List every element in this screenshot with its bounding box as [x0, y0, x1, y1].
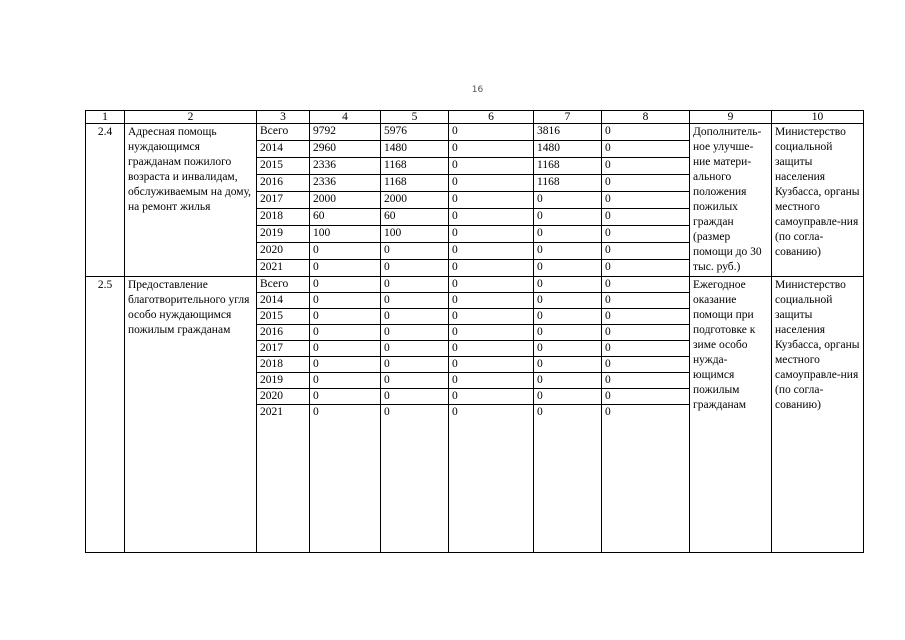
- section-title: Предоставление благотворительного угля особо нуждающимся пожилым гражданам: [125, 277, 257, 553]
- value-cell: 0: [449, 325, 534, 341]
- header-cell: 1: [86, 111, 125, 124]
- value-cell: 0: [449, 277, 534, 293]
- value-cell: 0: [381, 325, 449, 341]
- value-cell: 0: [310, 357, 381, 373]
- header-row: [86, 111, 864, 124]
- value-cell: 0: [449, 389, 534, 405]
- value-cell: 0: [534, 341, 602, 357]
- value-cell: 0: [534, 260, 602, 277]
- value-cell: 0: [602, 357, 690, 373]
- period-cell: 2018: [257, 209, 310, 226]
- section-number: 2.5: [86, 277, 125, 553]
- period-cell: 2017: [257, 341, 310, 357]
- value-cell: 0: [602, 277, 690, 293]
- value-cell: 0: [310, 277, 381, 293]
- value-cell: 0: [602, 192, 690, 209]
- value-cell: 0: [310, 309, 381, 325]
- value-cell: 0: [449, 209, 534, 226]
- value-cell: 60: [310, 209, 381, 226]
- value-cell: 0: [602, 405, 690, 553]
- period-cell: 2015: [257, 158, 310, 175]
- value-cell: 0: [602, 309, 690, 325]
- value-cell: 0: [449, 158, 534, 175]
- value-cell: 0: [534, 277, 602, 293]
- value-cell: 0: [602, 175, 690, 192]
- value-cell: 60: [381, 209, 449, 226]
- page-number: 16: [471, 85, 484, 95]
- value-cell: 3816: [534, 124, 602, 141]
- value-cell: 0: [449, 341, 534, 357]
- period-cell: Всего: [257, 124, 310, 141]
- value-cell: 0: [310, 405, 381, 553]
- value-cell: 2000: [381, 192, 449, 209]
- header-cell: 7: [534, 111, 602, 124]
- value-cell: 2960: [310, 141, 381, 158]
- section-result: Ежегодное оказание помощи при подготовке к зиме особо нужда-ющимся пожилым гражданам: [690, 277, 772, 553]
- value-cell: 0: [602, 373, 690, 389]
- value-cell: 0: [381, 389, 449, 405]
- table-row: [86, 124, 864, 141]
- period-cell: 2017: [257, 192, 310, 209]
- table-row: [86, 277, 864, 293]
- value-cell: 0: [534, 357, 602, 373]
- value-cell: 1168: [381, 175, 449, 192]
- value-cell: 2336: [310, 158, 381, 175]
- value-cell: 0: [534, 373, 602, 389]
- value-cell: 0: [449, 124, 534, 141]
- value-cell: 0: [602, 341, 690, 357]
- value-cell: 0: [381, 309, 449, 325]
- value-cell: 5976: [381, 124, 449, 141]
- value-cell: 0: [310, 341, 381, 357]
- value-cell: 0: [381, 405, 449, 553]
- period-cell: 2020: [257, 243, 310, 260]
- value-cell: 0: [449, 175, 534, 192]
- period-cell: 2018: [257, 357, 310, 373]
- period-cell: 2014: [257, 141, 310, 158]
- value-cell: 0: [602, 260, 690, 277]
- value-cell: 0: [449, 226, 534, 243]
- section-number: 2.4: [86, 124, 125, 277]
- period-cell: 2019: [257, 373, 310, 389]
- value-cell: 0: [602, 226, 690, 243]
- period-cell: Всего: [257, 277, 310, 293]
- header-cell: 4: [310, 111, 381, 124]
- period-cell: 2016: [257, 325, 310, 341]
- value-cell: 0: [381, 341, 449, 357]
- value-cell: 0: [381, 357, 449, 373]
- value-cell: 2000: [310, 192, 381, 209]
- value-cell: 0: [310, 373, 381, 389]
- value-cell: 1168: [381, 158, 449, 175]
- value-cell: 0: [602, 158, 690, 175]
- value-cell: 1480: [534, 141, 602, 158]
- period-cell: 2016: [257, 175, 310, 192]
- period-cell: 2015: [257, 309, 310, 325]
- value-cell: 0: [310, 293, 381, 309]
- period-cell: 2019: [257, 226, 310, 243]
- value-cell: 0: [449, 357, 534, 373]
- header-cell: 5: [381, 111, 449, 124]
- period-cell: 2020: [257, 389, 310, 405]
- value-cell: 0: [381, 260, 449, 277]
- period-cell: 2021: [257, 405, 310, 553]
- header-cell: 6: [449, 111, 534, 124]
- value-cell: 0: [602, 325, 690, 341]
- section-executor: Министерство социальной защиты населения Кузбасса, органы местного самоуправле-ния (по согла-сованию): [772, 124, 864, 277]
- value-cell: 2336: [310, 175, 381, 192]
- value-cell: 0: [310, 260, 381, 277]
- value-cell: 0: [534, 309, 602, 325]
- program-table: [85, 110, 864, 553]
- value-cell: 0: [534, 209, 602, 226]
- period-cell: 2014: [257, 293, 310, 309]
- header-cell: 9: [690, 111, 772, 124]
- value-cell: 0: [602, 243, 690, 260]
- header-cell: 10: [772, 111, 864, 124]
- value-cell: 0: [310, 243, 381, 260]
- value-cell: 0: [449, 260, 534, 277]
- value-cell: 0: [534, 226, 602, 243]
- value-cell: 0: [602, 293, 690, 309]
- period-cell: 2021: [257, 260, 310, 277]
- value-cell: 0: [381, 373, 449, 389]
- value-cell: 0: [449, 141, 534, 158]
- value-cell: 0: [381, 277, 449, 293]
- value-cell: 0: [449, 192, 534, 209]
- section-title: Адресная помощь нуждающимся гражданам пожилого возраста и инвалидам, обслуживаемым на дому, на ремонт жилья: [125, 124, 257, 277]
- value-cell: 0: [534, 192, 602, 209]
- value-cell: 1168: [534, 158, 602, 175]
- section-result: Дополнитель-ное улучше-ние матери-ального положения пожилых граждан (размер помощи до 30 тыс. руб.): [690, 124, 772, 277]
- value-cell: 100: [381, 226, 449, 243]
- value-cell: 0: [534, 243, 602, 260]
- header-cell: 2: [125, 111, 257, 124]
- value-cell: 0: [449, 309, 534, 325]
- value-cell: 0: [449, 293, 534, 309]
- value-cell: 0: [602, 141, 690, 158]
- section-executor: Министерство социальной защиты населения Кузбасса, органы местного самоуправле-ния (по согла-сованию): [772, 277, 864, 553]
- value-cell: 0: [602, 389, 690, 405]
- value-cell: 0: [310, 389, 381, 405]
- header-cell: 8: [602, 111, 690, 124]
- value-cell: 9792: [310, 124, 381, 141]
- value-cell: 0: [602, 124, 690, 141]
- value-cell: 0: [534, 389, 602, 405]
- value-cell: 0: [449, 373, 534, 389]
- value-cell: 0: [381, 293, 449, 309]
- header-cell: 3: [257, 111, 310, 124]
- value-cell: 0: [381, 243, 449, 260]
- value-cell: 0: [449, 405, 534, 553]
- value-cell: 100: [310, 226, 381, 243]
- value-cell: 0: [534, 405, 602, 553]
- value-cell: 0: [310, 325, 381, 341]
- value-cell: 0: [534, 325, 602, 341]
- value-cell: 0: [534, 293, 602, 309]
- value-cell: 0: [449, 243, 534, 260]
- value-cell: 1480: [381, 141, 449, 158]
- value-cell: 1168: [534, 175, 602, 192]
- value-cell: 0: [602, 209, 690, 226]
